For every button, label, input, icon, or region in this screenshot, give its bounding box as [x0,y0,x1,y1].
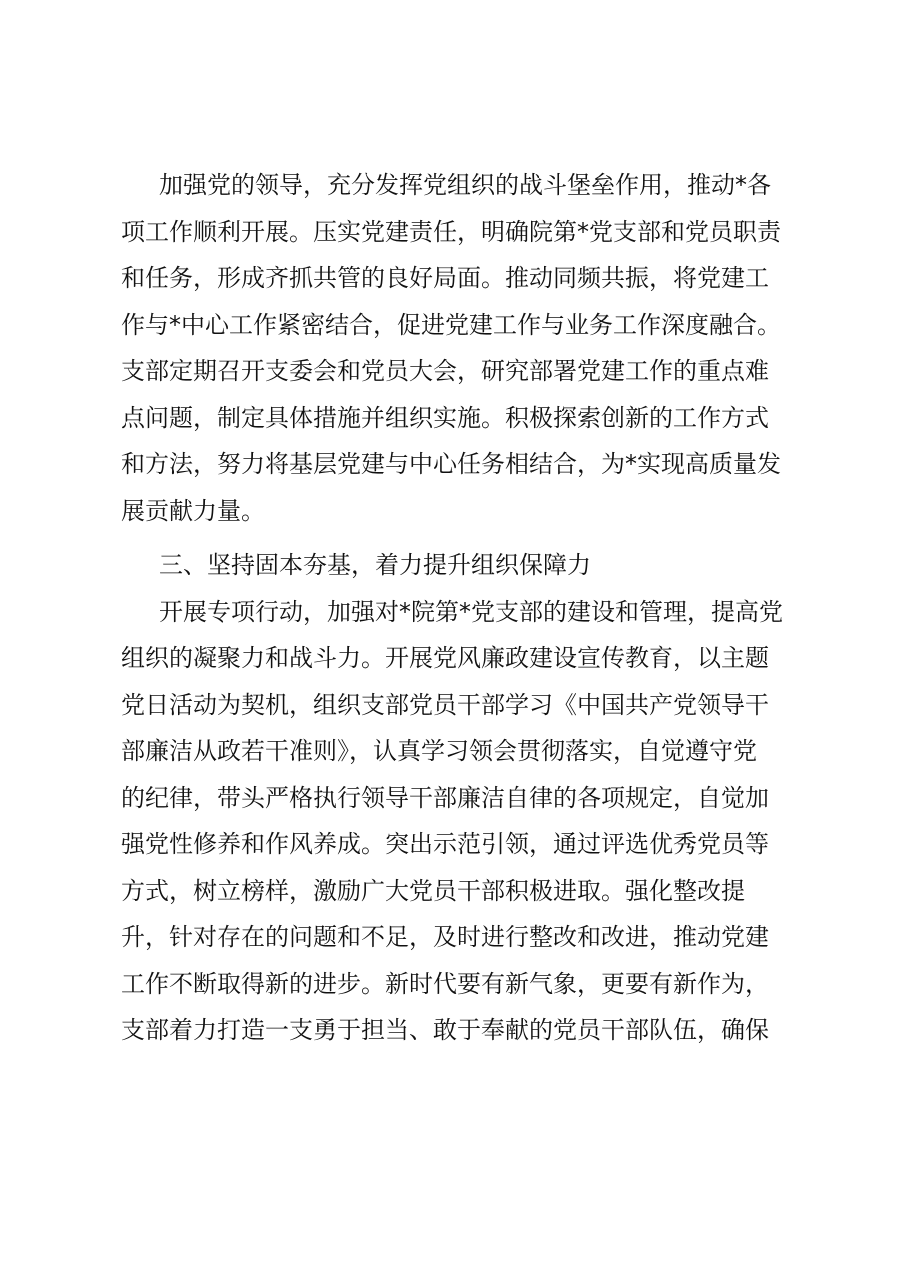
paragraph-leadership [121,162,797,534]
text-line: 和任务，形成齐抓共管的良好局面。推动同频共振，将党建工 [121,264,769,292]
text-line: 作与*中心工作紧密结合，促进党建工作与业务工作深度融合。 [121,310,781,339]
text-line: 展贡献力量。 [121,496,265,525]
document-body [121,162,797,1054]
text-line: 项工作顺利开展。压实党建责任，明确院第*党支部和党员职责 [121,217,781,246]
text-line: 和方法，努力将基层党建与中心任务相结合，为*实现高质量发 [121,450,781,478]
text-line: 加强党的领导，充分发挥党组织的战斗堡垒作用，推动*各 [159,171,771,199]
text-line: 升，针对存在的问题和不足，及时进行整改和改进，推动党建 [121,923,769,951]
text-line: 组织的凝聚力和战斗力。开展党风廉政建设宣传教育，以主题 [121,644,769,672]
text-line: 开展专项行动，加强对*院第*党支部的建设和管理，提高党 [159,597,783,626]
text-line: 的纪律，带头严格执行领导干部廉洁自律的各项规定，自觉加 [121,783,769,812]
paragraph-organization [121,589,797,1054]
text-line: 方式，树立榜样，激励广大党员干部积极进取。强化整改提 [121,876,745,905]
text-line: 点问题，制定具体措施并组织实施。积极探索创新的工作方式 [121,403,769,432]
text-line: 党日活动为契机，组织支部党员干部学习《中国共产党领导干 [121,690,769,719]
text-line: 工作不断取得新的进步。新时代要有新气象，更要有新作为， [121,969,769,998]
text-line: 强党性修养和作风养成。突出示范引领，通过评选优秀党员等 [121,830,769,858]
text-line: 部廉洁从政若干准则》，认真学习领会贯彻落实，自觉遵守党 [121,737,757,765]
text-line: 支部着力打造一支勇于担当、敢于奉献的党员干部队伍，确保 [121,1016,769,1044]
section-heading: 三、坚持固本夯基，着力提升组织保障力 [159,551,591,579]
text-line: 支部定期召开支委会和党员大会，研究部署党建工作的重点难 [121,357,769,385]
